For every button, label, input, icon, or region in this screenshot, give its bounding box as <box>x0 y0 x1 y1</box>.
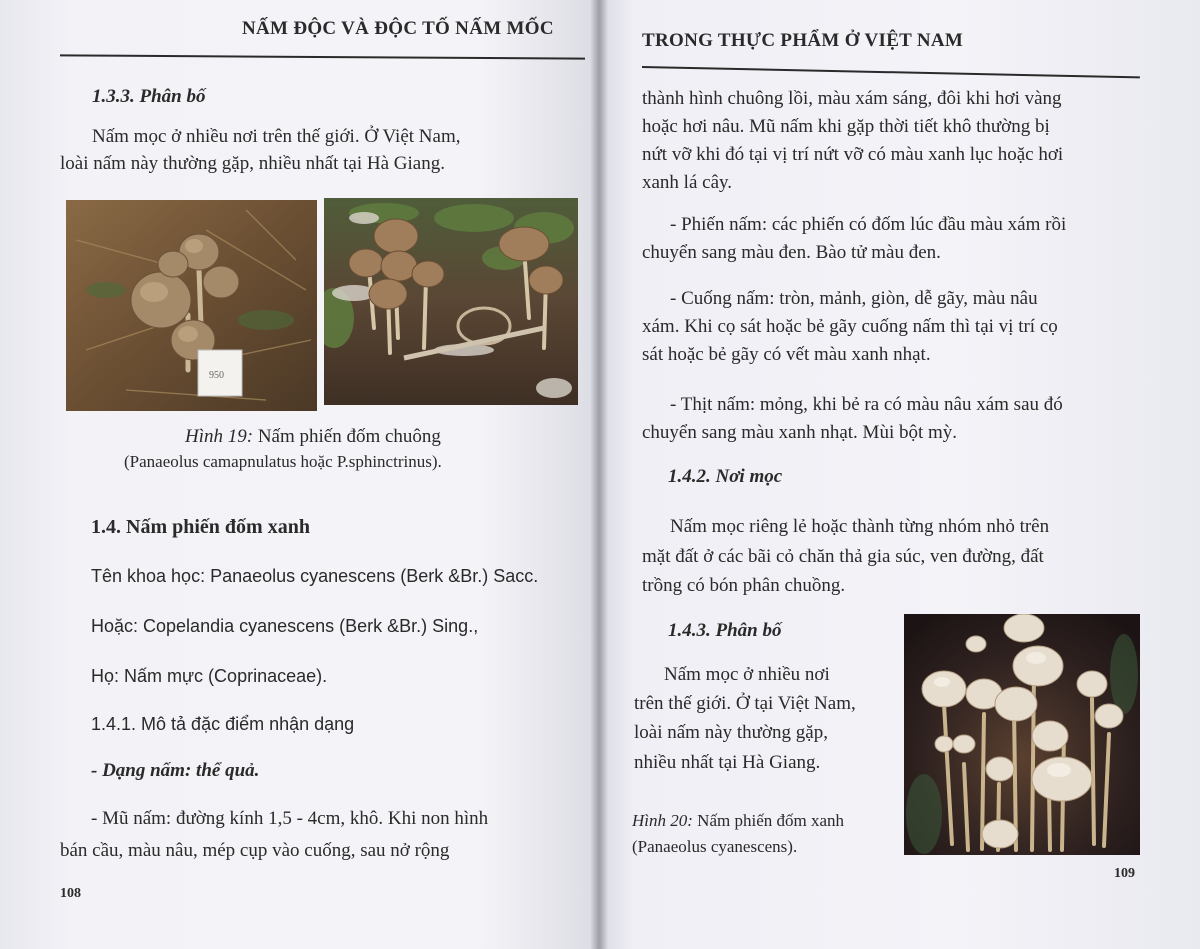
paragraph-line: trồng có bón phân chuồng. <box>642 575 846 596</box>
paragraph-line: - Phiến nấm: các phiến có đốm lúc đầu màu xám rồi <box>670 214 1067 235</box>
paragraph-line: thành hình chuông lồi, màu xám sáng, đôi khi hơi vàng <box>642 88 1062 109</box>
figure-20-caption <box>632 808 844 834</box>
right-header-rule <box>642 66 1140 78</box>
mushroom-photo-figure-19b <box>324 198 578 405</box>
paragraph-line: chuyển sang màu xanh nhạt. Mùi bột mỳ. <box>642 422 958 443</box>
figure-20-label: Hình 20: <box>632 811 693 830</box>
mushroom-photo-figure-20 <box>904 614 1140 855</box>
paragraph-line: sát hoặc bẻ gãy có vết màu xanh nhạt. <box>642 344 931 365</box>
left-running-header: NẤM ĐỘC VÀ ĐỘC TỐ NẤM MỐC <box>242 18 554 39</box>
photo-label: 950 <box>209 370 224 381</box>
left-header-rule <box>60 54 585 59</box>
family-name: Họ: Nấm mực (Coprinaceae). <box>91 666 328 686</box>
figure-19-caption-line2: (Panaeolus camapnulatus hoặc P.sphinctrinus). <box>124 452 442 471</box>
paragraph-line: chuyển sang màu đen. Bào tử màu đen. <box>642 242 941 263</box>
mushroom-photo-figure-19a <box>66 200 317 411</box>
right-page <box>598 0 1200 949</box>
figure-19-label: Hình 19: <box>185 426 254 447</box>
left-page <box>0 0 598 949</box>
paragraph-line: xám. Khi cọ sát hoặc bẻ gãy cuống nấm thì tại vị trí cọ <box>642 316 1058 337</box>
left-page-number: 108 <box>60 886 81 901</box>
section-1-4-1-heading: 1.4.1. Mô tả đặc điểm nhận dạng <box>91 714 355 734</box>
paragraph-line: nứt vỡ khi đó tại vị trí nứt vỡ có màu xanh lục hoặc hơi <box>642 144 1064 165</box>
paragraph-line: loài nấm này thường gặp, nhiều nhất tại Hà Giang. <box>60 153 445 174</box>
paragraph-line: Nấm mọc riêng lẻ hoặc thành từng nhóm nhỏ trên <box>670 516 1050 537</box>
paragraph-line: - Thịt nấm: mỏng, khi bẻ ra có màu nâu xám sau đó <box>670 394 1063 415</box>
section-1-3-3-heading: 1.3.3. Phân bố <box>92 86 206 107</box>
section-1-4-heading: 1.4. Nấm phiến đốm xanh <box>91 516 310 538</box>
paragraph-line: - Cuống nấm: tròn, mảnh, giòn, dễ gãy, màu nâu <box>670 288 1038 309</box>
paragraph-line: nhiều nhất tại Hà Giang. <box>634 752 821 773</box>
paragraph-line: trên thế giới. Ở tại Việt Nam, <box>634 693 856 714</box>
form-line: - Dạng nấm: thể quả. <box>91 760 260 781</box>
paragraph-line: bán cầu, màu nâu, mép cụp vào cuống, sau nở rộng <box>60 840 450 861</box>
paragraph-line: Nấm mọc ở nhiều nơi <box>664 664 830 685</box>
paragraph-line: Nấm mọc ở nhiều nơi trên thế giới. Ở Việt Nam, <box>92 126 461 147</box>
alternate-name: Hoặc: Copelandia cyanescens (Berk &Br.) Sing., <box>91 616 479 636</box>
paragraph-line: loài nấm này thường gặp, <box>634 722 828 743</box>
right-running-header: TRONG THỰC PHẨM Ở VIỆT NAM <box>642 30 964 51</box>
right-page-number: 109 <box>1114 866 1135 881</box>
paragraph-line: hoặc hơi nâu. Mũ nấm khi gặp thời tiết khô thường bị <box>642 116 1050 137</box>
paragraph-line: xanh lá cây. <box>642 172 733 193</box>
section-1-4-2-heading: 1.4.2. Nơi mọc <box>668 466 783 487</box>
paragraph-line: - Mũ nấm: đường kính 1,5 - 4cm, khô. Khi non hình <box>91 808 489 829</box>
figure-20-title: Nấm phiến đốm xanh <box>692 811 845 830</box>
section-1-4-3-heading: 1.4.3. Phân bố <box>668 620 782 641</box>
figure-19-title: Nấm phiến đốm chuông <box>253 426 441 447</box>
paragraph-line: mặt đất ở các bãi cỏ chăn thả gia súc, ven đường, đất <box>642 546 1044 567</box>
book-gutter <box>590 0 608 949</box>
figure-20-caption-line2: (Panaeolus cyanescens). <box>632 837 798 856</box>
scientific-name: Tên khoa học: Panaeolus cyanescens (Berk &Br.) Sacc. <box>91 566 539 586</box>
figure-19-caption <box>185 424 441 450</box>
